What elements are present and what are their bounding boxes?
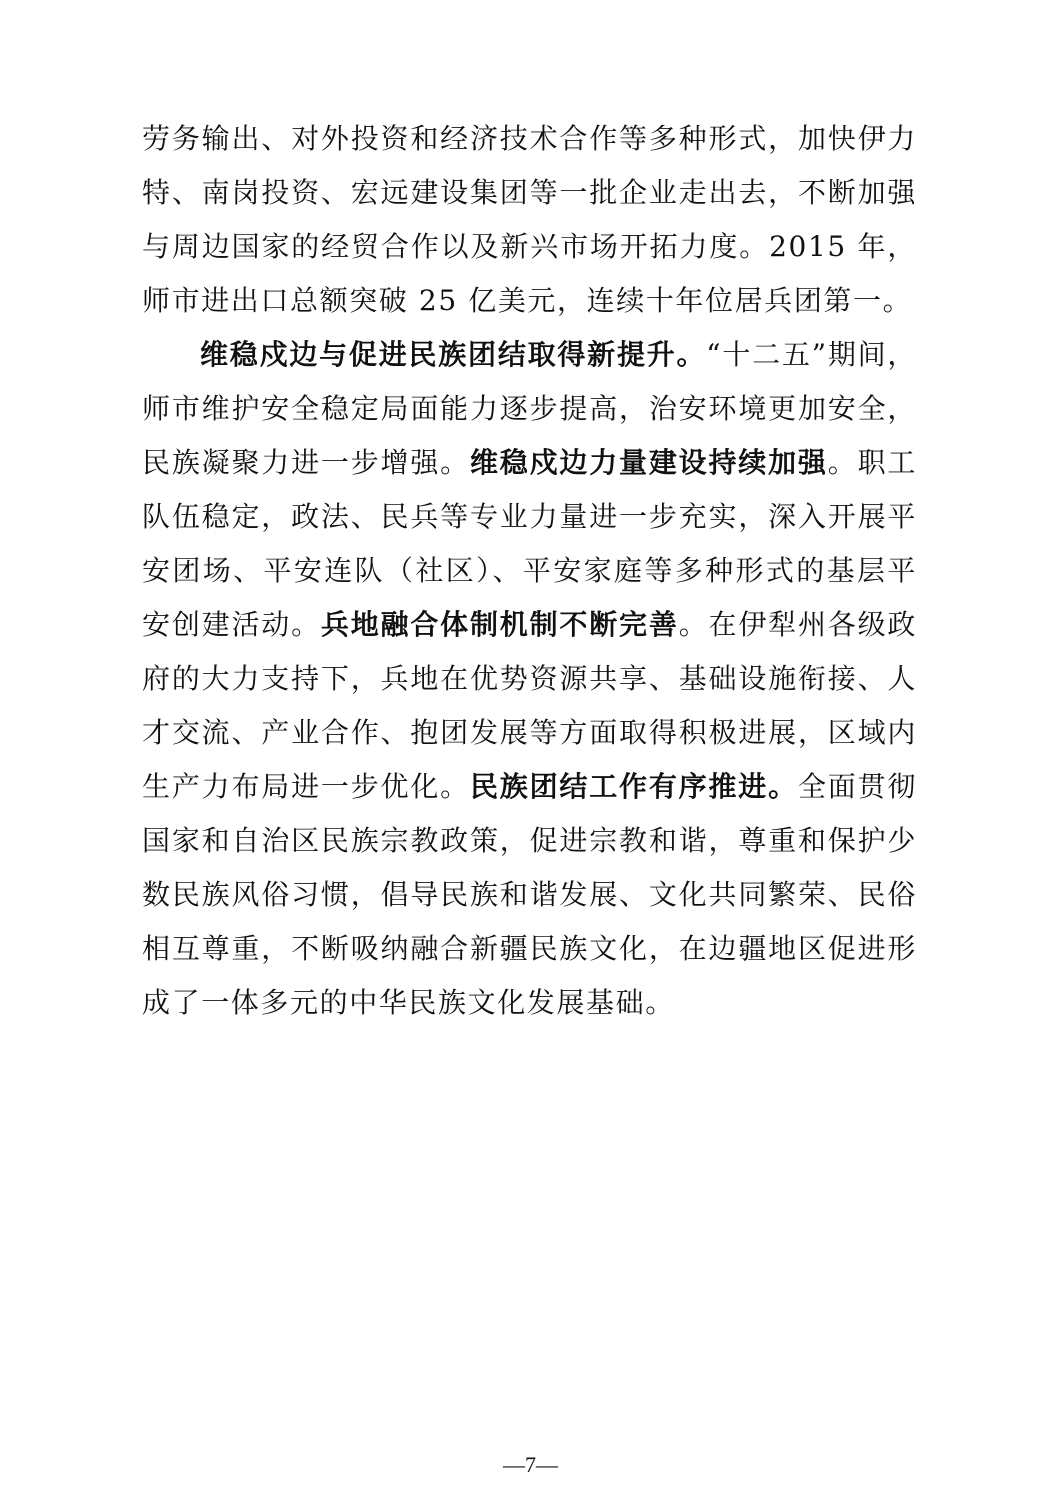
text-ethnic-unity-work: 全面贯彻国家和自治区民族宗教政策，促进宗教和谐，尊重和保护少数民族风俗习惯，倡导民族和谐发展、文化共同繁荣、民俗相互尊重，不断吸纳融合新疆民族文化，在边疆地区促进形成了一体多元的中华民族文化发展基础。 bbox=[142, 770, 917, 1019]
document-body bbox=[142, 112, 917, 1030]
text-twelfth-five-year-summary: “十二五”期间，师市维护安全稳定局面能力逐步提高，治安环境更加安全，民族凝聚力进一步增强。 bbox=[142, 338, 917, 479]
subheading-ethnic-unity-work: 民族团结工作有序推进。 bbox=[469, 770, 798, 803]
subheading-border-force-building: 维稳戍边力量建设持续加强 bbox=[469, 446, 828, 479]
heading-stability-ethnic-unity: 维稳戍边与促进民族团结取得新提升。 bbox=[200, 338, 707, 371]
subheading-bingtuan-local-integration: 兵地融合体制机制不断完善 bbox=[320, 608, 679, 641]
text-border-force-building: 。职工队伍稳定，政法、民兵等专业力量进一步充实，深入开展平安团场、平安连队（社区）、平安家庭等多种形式的基层平安创建活动。 bbox=[142, 446, 917, 641]
paragraph-stability-ethnic-unity bbox=[142, 328, 917, 1030]
text-bingtuan-local-integration: 。在伊犁州各级政府的大力支持下，兵地在优势资源共享、基础设施衔接、人才交流、产业合作、抱团发展等方面取得积极进展，区域内生产力布局进一步优化。 bbox=[142, 608, 918, 803]
page-number: —7— bbox=[503, 1452, 558, 1477]
paragraph-continuation: 劳务输出、对外投资和经济技术合作等多种形式，加快伊力特、南岗投资、宏远建设集团等一批企业走出去，不断加强与周边国家的经贸合作以及新兴市场开拓力度。2015 年，师市进出口总额突破 25 亿美元，连续十年位居兵团第一。 bbox=[142, 122, 917, 317]
